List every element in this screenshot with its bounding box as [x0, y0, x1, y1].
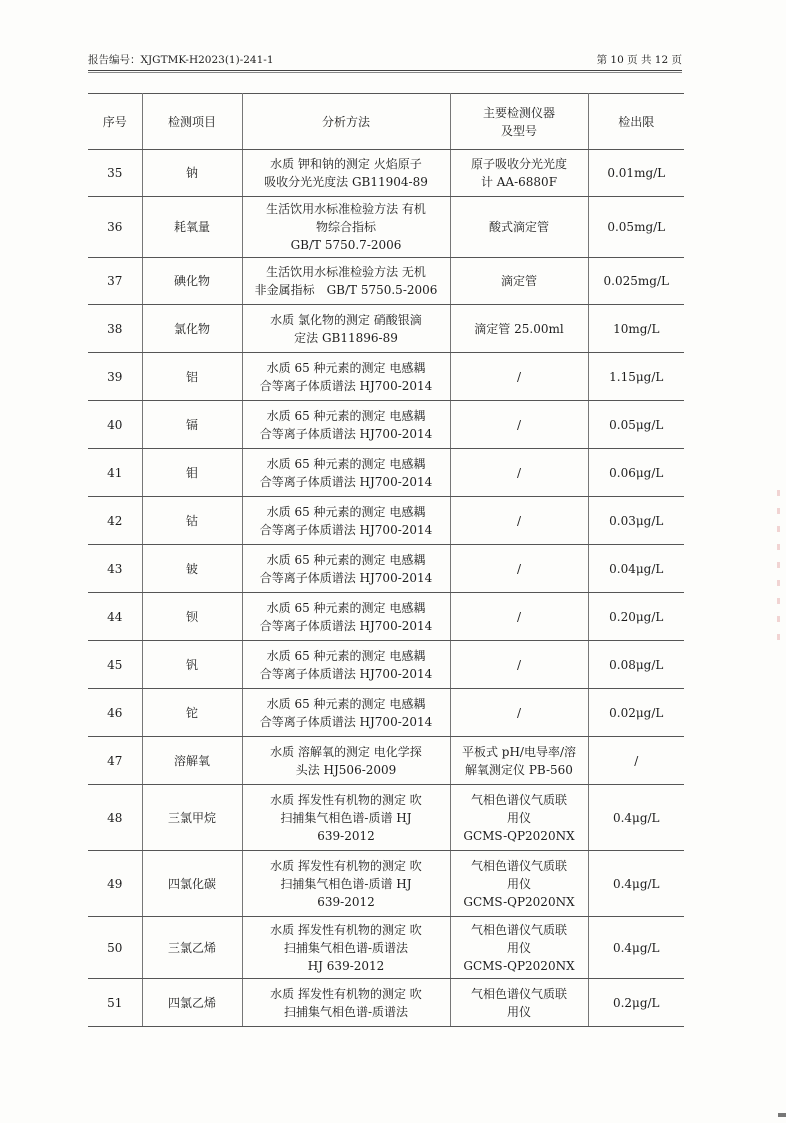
cell-no: 51 [88, 979, 142, 1027]
cell-instrument: 气相色谱仪气质联 用仪 GCMS-QP2020NX [450, 917, 588, 979]
cell-item: 氯化物 [142, 305, 242, 353]
detection-method-table [88, 93, 684, 1027]
cell-item: 钒 [142, 641, 242, 689]
table-row [88, 737, 684, 785]
cell-no: 45 [88, 641, 142, 689]
cell-item: 钠 [142, 150, 242, 197]
cell-item: 钴 [142, 497, 242, 545]
cell-instrument: 滴定管 [450, 258, 588, 305]
table-row [88, 401, 684, 449]
cell-limit: 0.2μg/L [588, 979, 684, 1027]
cell-limit: 0.04μg/L [588, 545, 684, 593]
report-number: 报告编号：XJGTMK-H2023(1)-241-1 [88, 54, 274, 66]
table-row [88, 545, 684, 593]
table-row [88, 258, 684, 305]
cell-item: 碘化物 [142, 258, 242, 305]
cell-no: 35 [88, 150, 142, 197]
cell-no: 50 [88, 917, 142, 979]
cell-instrument: / [450, 593, 588, 641]
cell-no: 39 [88, 353, 142, 401]
cell-instrument: 原子吸收分光光度 计 AA-6880F [450, 150, 588, 197]
table-row [88, 353, 684, 401]
cell-no: 40 [88, 401, 142, 449]
cell-limit: 0.03μg/L [588, 497, 684, 545]
cell-method: 生活饮用水标准检验方法 有机 物综合指标 GB/T 5750.7-2006 [242, 197, 450, 258]
cell-method: 生活饮用水标准检验方法 无机 非金属指标 GB/T 5750.5-2006 [242, 258, 450, 305]
scan-edge-mark [777, 490, 780, 640]
cell-limit: 10mg/L [588, 305, 684, 353]
cell-item: 四氯化碳 [142, 851, 242, 917]
table-row [88, 851, 684, 917]
cell-instrument: 气相色谱仪气质联 用仪 GCMS-QP2020NX [450, 785, 588, 851]
cell-method: 水质 65 种元素的测定 电感耦 合等离子体质谱法 HJ700-2014 [242, 353, 450, 401]
cell-instrument: / [450, 545, 588, 593]
cell-instrument: 气相色谱仪气质联 用仪 [450, 979, 588, 1027]
cell-no: 43 [88, 545, 142, 593]
cell-limit: 0.05μg/L [588, 401, 684, 449]
cell-item: 镉 [142, 401, 242, 449]
cell-instrument: 平板式 pH/电导率/溶 解氧测定仪 PB-560 [450, 737, 588, 785]
col-header-item: 检测项目 [142, 94, 242, 150]
cell-no: 36 [88, 197, 142, 258]
cell-no: 41 [88, 449, 142, 497]
cell-method: 水质 溶解氧的测定 电化学探 头法 HJ506-2009 [242, 737, 450, 785]
cell-limit: 0.05mg/L [588, 197, 684, 258]
cell-method: 水质 65 种元素的测定 电感耦 合等离子体质谱法 HJ700-2014 [242, 497, 450, 545]
cell-no: 46 [88, 689, 142, 737]
cell-instrument: / [450, 353, 588, 401]
cell-no: 49 [88, 851, 142, 917]
col-header-limit: 检出限 [588, 94, 684, 150]
cell-method: 水质 65 种元素的测定 电感耦 合等离子体质谱法 HJ700-2014 [242, 545, 450, 593]
col-header-no: 序号 [88, 94, 142, 150]
cell-no: 44 [88, 593, 142, 641]
table-header-row [88, 94, 684, 150]
cell-instrument: / [450, 497, 588, 545]
cell-method: 水质 65 种元素的测定 电感耦 合等离子体质谱法 HJ700-2014 [242, 641, 450, 689]
cell-item: 四氯乙烯 [142, 979, 242, 1027]
cell-no: 37 [88, 258, 142, 305]
cell-item: 三氯甲烷 [142, 785, 242, 851]
cell-no: 48 [88, 785, 142, 851]
cell-limit: 0.20μg/L [588, 593, 684, 641]
scan-corner-mark [778, 1113, 786, 1117]
table-row [88, 917, 684, 979]
cell-method: 水质 挥发性有机物的测定 吹 扫捕集气相色谱-质谱法 HJ 639-2012 [242, 917, 450, 979]
table-row [88, 641, 684, 689]
cell-item: 钡 [142, 593, 242, 641]
cell-item: 溶解氧 [142, 737, 242, 785]
table-row [88, 689, 684, 737]
table-row [88, 449, 684, 497]
cell-method: 水质 挥发性有机物的测定 吹 扫捕集气相色谱-质谱 HJ 639-2012 [242, 785, 450, 851]
col-header-method: 分析方法 [242, 94, 450, 150]
header-divider [88, 72, 682, 73]
cell-instrument: / [450, 401, 588, 449]
cell-limit: 0.4μg/L [588, 851, 684, 917]
table-row [88, 305, 684, 353]
cell-instrument: / [450, 449, 588, 497]
cell-limit: 0.01mg/L [588, 150, 684, 197]
cell-instrument: 滴定管 25.00ml [450, 305, 588, 353]
cell-item: 铍 [142, 545, 242, 593]
table-row [88, 593, 684, 641]
cell-no: 47 [88, 737, 142, 785]
cell-instrument: / [450, 689, 588, 737]
cell-method: 水质 挥发性有机物的测定 吹 扫捕集气相色谱-质谱法 [242, 979, 450, 1027]
cell-limit: 0.08μg/L [588, 641, 684, 689]
cell-item: 钼 [142, 449, 242, 497]
table-row [88, 979, 684, 1027]
cell-limit: 0.4μg/L [588, 917, 684, 979]
cell-instrument: / [450, 641, 588, 689]
cell-limit: 0.4μg/L [588, 785, 684, 851]
cell-limit: 0.02μg/L [588, 689, 684, 737]
cell-item: 三氯乙烯 [142, 917, 242, 979]
cell-limit: 1.15μg/L [588, 353, 684, 401]
cell-limit: 0.025mg/L [588, 258, 684, 305]
cell-item: 铝 [142, 353, 242, 401]
page-header [88, 52, 682, 71]
cell-limit: 0.06μg/L [588, 449, 684, 497]
cell-item: 耗氧量 [142, 197, 242, 258]
cell-method: 水质 65 种元素的测定 电感耦 合等离子体质谱法 HJ700-2014 [242, 401, 450, 449]
table-row [88, 785, 684, 851]
table-row [88, 497, 684, 545]
cell-item: 铊 [142, 689, 242, 737]
cell-no: 38 [88, 305, 142, 353]
cell-instrument: 气相色谱仪气质联 用仪 GCMS-QP2020NX [450, 851, 588, 917]
cell-method: 水质 65 种元素的测定 电感耦 合等离子体质谱法 HJ700-2014 [242, 449, 450, 497]
cell-method: 水质 氯化物的测定 硝酸银滴 定法 GB11896-89 [242, 305, 450, 353]
cell-limit: / [588, 737, 684, 785]
table-row [88, 197, 684, 258]
col-header-instrument: 主要检测仪器 及型号 [450, 94, 588, 150]
cell-method: 水质 65 种元素的测定 电感耦 合等离子体质谱法 HJ700-2014 [242, 593, 450, 641]
cell-instrument: 酸式滴定管 [450, 197, 588, 258]
cell-method: 水质 钾和钠的测定 火焰原子 吸收分光光度法 GB11904-89 [242, 150, 450, 197]
page-indicator: 第 10 页 共 12 页 [596, 54, 682, 66]
cell-method: 水质 挥发性有机物的测定 吹 扫捕集气相色谱-质谱 HJ 639-2012 [242, 851, 450, 917]
table-row [88, 150, 684, 197]
cell-method: 水质 65 种元素的测定 电感耦 合等离子体质谱法 HJ700-2014 [242, 689, 450, 737]
cell-no: 42 [88, 497, 142, 545]
